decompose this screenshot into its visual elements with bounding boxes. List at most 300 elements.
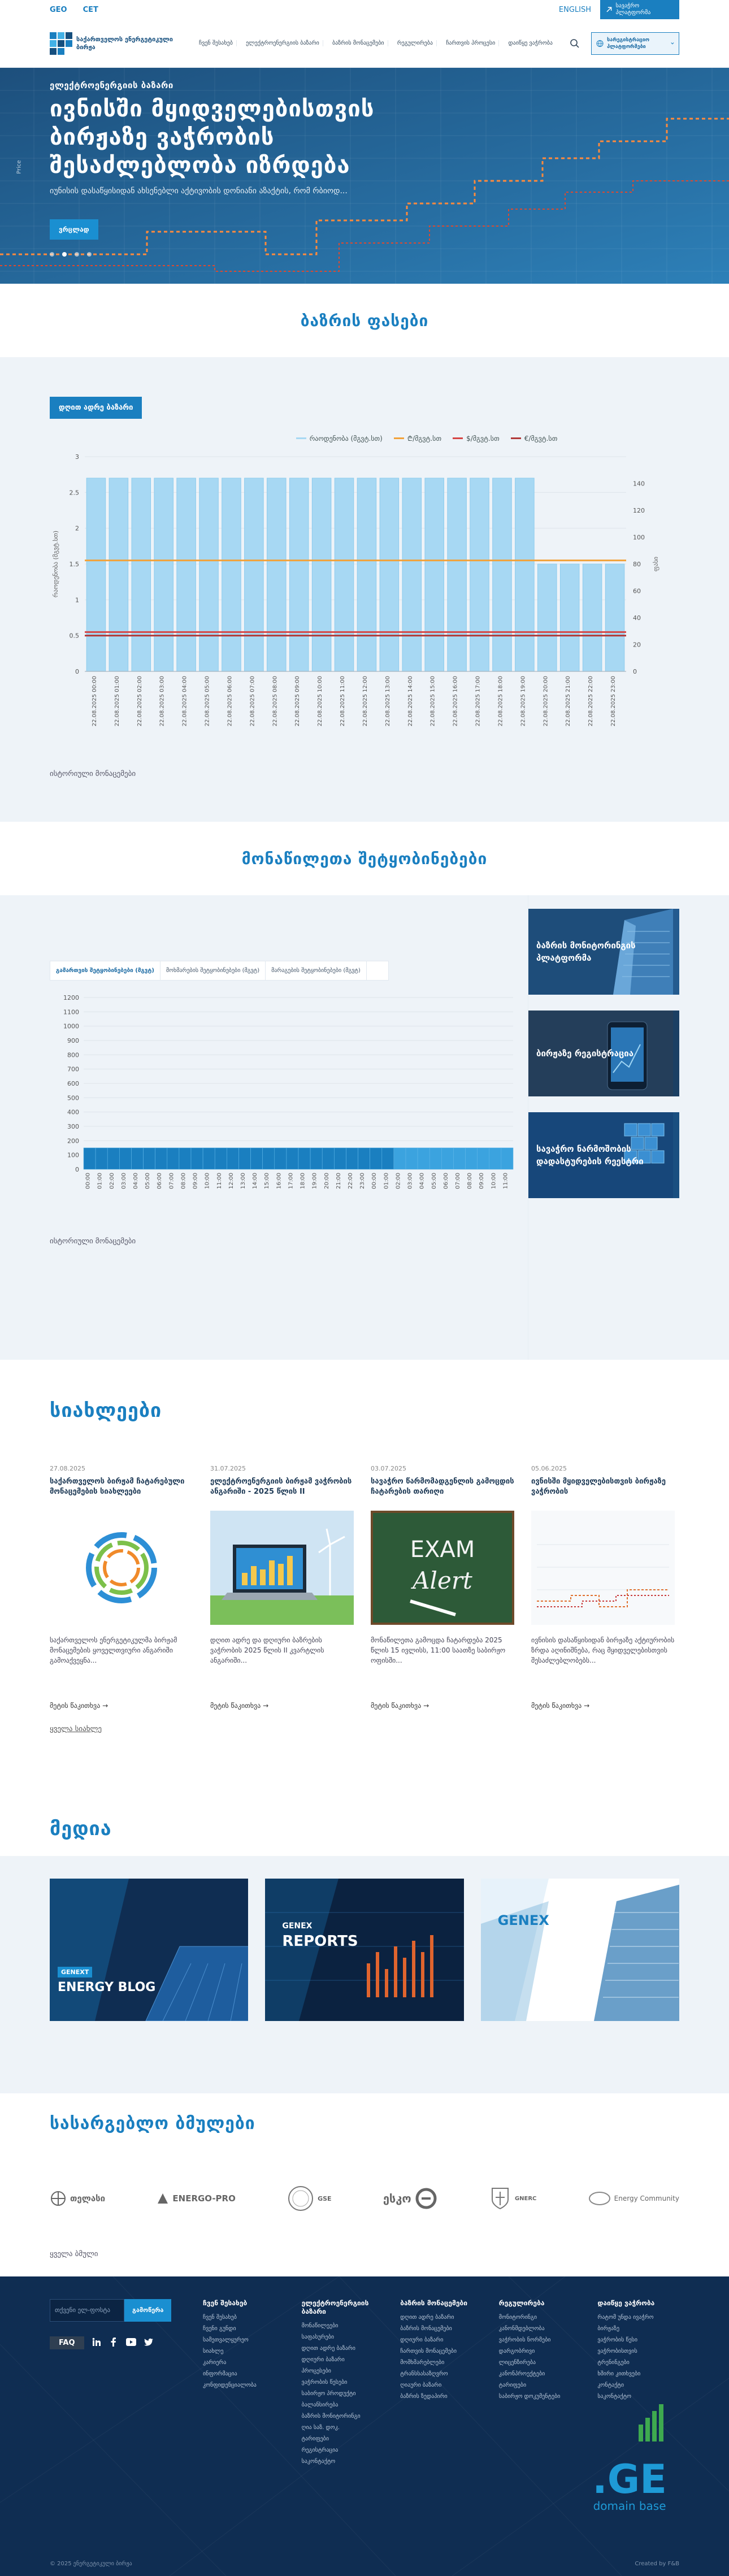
- y-tick-label: 0: [75, 668, 79, 675]
- chevron-down-icon: [671, 41, 674, 46]
- x-tick-label: 10:00: [491, 1173, 497, 1189]
- footer-link[interactable]: ვაჭრობის ნორმები: [498, 2337, 551, 2343]
- footer-col-title: ელექტროენერგიის ბაზარი: [301, 2299, 369, 2315]
- lang-geo-link[interactable]: GEO: [50, 5, 67, 14]
- media-card-energy-blog[interactable]: [50, 1879, 248, 2021]
- footer-link[interactable]: ვაჭრობისთვის: [597, 2348, 637, 2354]
- x-tick-label: 09:00: [479, 1173, 485, 1189]
- partner-logo-gse[interactable]: [287, 2185, 331, 2212]
- quantity-bar: [560, 564, 579, 671]
- footer-link[interactable]: მონაწილეები: [301, 2323, 339, 2329]
- legend-eur-label: €/მგვტ.სთ: [524, 434, 558, 443]
- footer-link[interactable]: დარგობრივი: [498, 2348, 535, 2354]
- notification-bar: [119, 1148, 131, 1169]
- hero-more-button[interactable]: ვრცლად: [50, 219, 98, 240]
- read-more-label: მეტის წაკითხვა: [371, 1702, 422, 1710]
- partner-name: ესკო: [383, 2192, 411, 2205]
- stock-chart-image: [265, 1879, 463, 2021]
- media-section: [0, 1856, 729, 2093]
- trading-platform-label: სავაჭრო პლატფორმა: [615, 3, 651, 16]
- footer-link[interactable]: პროცესები: [301, 2368, 331, 2374]
- x-tick-label: 02:00: [395, 1173, 402, 1189]
- x-tick-label: 22.08.2025 07:00: [249, 676, 256, 727]
- quantity-bar: [538, 564, 557, 671]
- footer-link[interactable]: საფასურები: [301, 2334, 335, 2340]
- footer-link[interactable]: ინფორმაცია: [203, 2371, 237, 2377]
- footer-link[interactable]: ბაზრის მონიტორინგი: [301, 2413, 361, 2419]
- x-tick-label: 22.08.2025 05:00: [204, 676, 211, 727]
- x-tick-label: 22.08.2025 15:00: [429, 676, 436, 727]
- participants-history-link[interactable]: ისტორიული მონაცემები: [50, 1237, 136, 1246]
- footer-link[interactable]: სამეთვალყურეო: [203, 2337, 249, 2343]
- twitter-icon[interactable]: [144, 2338, 153, 2348]
- hero-side-label: Price: [16, 160, 23, 174]
- x-tick-label: 22.08.2025 22:00: [588, 676, 595, 727]
- tab-storage[interactable]: მარაგების შეტყობინებები (მგვტ): [266, 961, 367, 980]
- news-date: 03.07.2025: [371, 1465, 406, 1472]
- slider-dots: [50, 252, 445, 257]
- quantity-bar: [289, 478, 309, 671]
- x-tick-label: 10:00: [204, 1173, 211, 1189]
- x-tick-label: 19:00: [311, 1173, 318, 1189]
- y-tick-label: 600: [67, 1080, 79, 1087]
- arrow-right-icon: →: [263, 1702, 269, 1710]
- laptop-windmill-image: [210, 1511, 354, 1625]
- news-desc: საქართველოს ენერგეტიკულმა ბირჟამ მონაცემების ყოველთვიური ანგარიში გამოაქვეყნა...: [50, 1636, 177, 1664]
- quantity-bar: [380, 478, 399, 671]
- footer-link[interactable]: კანონმდებლობა: [498, 2326, 545, 2332]
- footer-link[interactable]: ხშირი კითხვები: [597, 2371, 641, 2377]
- day-ahead-market-tab[interactable]: დღით ადრე ბაზარი: [50, 397, 142, 419]
- logo-text: საქართველოს ენერგეტიკული ბირჟა: [76, 35, 173, 51]
- footer-link[interactable]: კარიერა: [203, 2360, 227, 2366]
- footer-link[interactable]: დღიური ბაზარი: [301, 2357, 345, 2363]
- partner-logo-telasi[interactable]: [50, 2190, 105, 2207]
- footer-link[interactable]: ტრენინგები: [597, 2360, 630, 2366]
- quantity-bar: [402, 478, 422, 671]
- news-desc: ივნისის დასაწყისიდან ბირჟაზე აქტიურობის ზრდა აღინიშნება, რაც მყიდველებისთვის შესაძლებლობებს...: [531, 1636, 675, 1664]
- partner-name: Energy Community: [614, 2195, 679, 2202]
- x-tick-label: 00:00: [371, 1173, 378, 1189]
- x-tick-label: 22.08.2025 03:00: [159, 676, 166, 727]
- footer-link[interactable]: ტრანსსასაზღვრო: [400, 2371, 448, 2377]
- news-section: [0, 1360, 729, 1802]
- slider-dot-1[interactable]: [50, 252, 54, 257]
- market-monitoring-card[interactable]: [528, 909, 679, 995]
- news-card[interactable]: [531, 1465, 675, 1710]
- x-tick-label: 18:00: [300, 1173, 306, 1189]
- main-header: [0, 19, 729, 68]
- x-tick-label: 02:00: [109, 1173, 115, 1189]
- notification-bar: [96, 1148, 107, 1169]
- energy-community-icon: [588, 2190, 611, 2207]
- notification-bar: [167, 1148, 179, 1169]
- footer-link[interactable]: საკონტაქტო: [597, 2393, 632, 2400]
- legend-usd[interactable]: [453, 433, 500, 443]
- search-button[interactable]: [566, 35, 583, 52]
- nav-item-join[interactable]: ჩართვის პროცესი: [442, 40, 499, 46]
- telasi-emblem-icon: [50, 2190, 67, 2207]
- top-bar: [0, 0, 729, 19]
- faq-button[interactable]: FAQ: [50, 2336, 84, 2349]
- subscribe-block: [50, 2299, 186, 2470]
- lang-english-link[interactable]: ENGLISH: [558, 5, 591, 14]
- search-icon: [570, 38, 580, 49]
- media-card-badge: GENEXT: [58, 1967, 92, 1977]
- right-tick-label: 0: [633, 668, 637, 675]
- quantity-bar: [605, 564, 624, 671]
- x-tick-label: 23:00: [359, 1173, 366, 1189]
- legend-swatch-quantity: [296, 437, 306, 439]
- footer-col-regulation: [499, 2299, 581, 2470]
- footer-link[interactable]: საკონტაქტო: [301, 2458, 336, 2465]
- partner-logo-esco[interactable]: [383, 2187, 437, 2210]
- x-tick-label: 16:00: [276, 1173, 283, 1189]
- footer-link[interactable]: დღით ადრე ბაზარი: [301, 2345, 355, 2352]
- notification-bar: [453, 1148, 465, 1169]
- y-tick-label: 3: [75, 453, 79, 461]
- linkedin-icon[interactable]: [92, 2338, 101, 2349]
- x-tick-label: 22.08.2025 00:00: [91, 676, 98, 727]
- footer-link[interactable]: ჩვენ შესახებ: [203, 2314, 237, 2321]
- x-tick-label: 22.08.2025 08:00: [272, 676, 279, 727]
- gse-seal-icon: [287, 2185, 314, 2212]
- tab-consumption[interactable]: მოხმარების შეტყობინებები (მგვტ): [160, 961, 266, 980]
- media-card-reports[interactable]: [265, 1879, 463, 2021]
- partner-logo-energo-pro[interactable]: [157, 2192, 235, 2205]
- notification-bar: [310, 1148, 322, 1169]
- nav-item-about[interactable]: ჩვენ შესახებ: [196, 40, 237, 46]
- legend-eur[interactable]: [511, 433, 558, 443]
- credit-text[interactable]: Created by F&B: [635, 2561, 679, 2567]
- footer-link[interactable]: ბალანსირება: [301, 2402, 339, 2408]
- y-axis-label: რაოდენობა (მგვტ.სთ): [52, 530, 59, 598]
- x-tick-label: 05:00: [145, 1173, 151, 1189]
- notifications-chart: [50, 981, 519, 1229]
- participants-side-cards: [528, 895, 689, 1360]
- subscribe-button[interactable]: გამოწერა: [124, 2299, 171, 2322]
- quantity-bar: [470, 478, 489, 671]
- media-title-wrap: [0, 1802, 729, 1856]
- legend-quantity-label: რაოდენობა (მგვტ.სთ): [309, 434, 383, 443]
- registration-platforms-button[interactable]: [591, 32, 679, 55]
- notification-bar: [251, 1148, 263, 1169]
- y-tick-label: 0.5: [69, 632, 79, 640]
- news-title[interactable]: ივნისში მყიდველებისთვის ბირჟაზე ვაჭრობის: [531, 1477, 666, 1496]
- notification-bar: [238, 1148, 250, 1169]
- footer-link[interactable]: სიახლე: [203, 2348, 224, 2354]
- quantity-bar: [335, 478, 354, 671]
- partner-logos: [50, 2179, 679, 2218]
- x-tick-label: 22.08.2025 17:00: [475, 676, 481, 727]
- quantity-bar: [493, 478, 512, 671]
- ge-logo-subtext: domain base: [593, 2499, 666, 2513]
- all-links-link[interactable]: ყველა ბმული: [50, 2250, 98, 2258]
- x-tick-label: 07:00: [168, 1173, 175, 1189]
- hero-content: [50, 80, 445, 257]
- site-logo[interactable]: [50, 32, 185, 55]
- registration-platforms-label: სარეგისტრაციო პლატფორმები: [607, 37, 650, 50]
- x-tick-label: 00:00: [85, 1173, 92, 1189]
- x-tick-label: 22.08.2025 23:00: [610, 676, 617, 727]
- news-title[interactable]: საქართველოს ბირჟამ ჩატარებული მონაცემების სიახლეები: [50, 1477, 185, 1496]
- globe-icon: [596, 38, 604, 49]
- media-card-genex[interactable]: [481, 1879, 679, 2021]
- x-tick-label: 08:00: [467, 1173, 474, 1189]
- x-tick-label: 14:00: [252, 1173, 259, 1189]
- footer-link[interactable]: ტარიფები: [498, 2382, 527, 2388]
- footer-columns: [50, 2299, 679, 2470]
- news-image: [371, 1511, 514, 1625]
- right-tick-label: 100: [633, 534, 645, 541]
- x-tick-label: 22.08.2025 14:00: [407, 676, 414, 727]
- footer-link[interactable]: რეგისტრაცია: [301, 2447, 339, 2453]
- read-more-label: მეტის წაკითხვა: [210, 1702, 261, 1710]
- origin-registry-card[interactable]: [528, 1112, 679, 1198]
- news-card[interactable]: [50, 1465, 193, 1710]
- origin-registry-card-title: სავაჭრო ნარმოშობის დადასტურების რეესტრი: [536, 1144, 644, 1166]
- timezone-cet-link[interactable]: CET: [83, 5, 98, 14]
- legend-swatch-gel: [394, 437, 404, 439]
- footer-link[interactable]: ლიცენზირება: [498, 2360, 536, 2366]
- x-tick-label: 05:00: [431, 1173, 437, 1189]
- participants-tabs: [50, 961, 389, 981]
- notification-bar: [298, 1148, 310, 1169]
- notification-bar: [370, 1148, 382, 1169]
- all-news-link[interactable]: ყველა სიახლე: [50, 1725, 102, 1733]
- footer-link[interactable]: ღია საზ. დოკ.: [301, 2425, 340, 2431]
- quantity-bar: [154, 478, 173, 671]
- x-tick-label: 22.08.2025 06:00: [227, 676, 233, 727]
- footer-link[interactable]: ღიაური ბაზარი: [400, 2382, 442, 2388]
- tab-generation[interactable]: გამართვის შეტყობინებები (მგვტ): [50, 961, 160, 980]
- nav-item-regulation[interactable]: რეგულირება: [394, 40, 437, 46]
- notification-bar: [179, 1148, 191, 1169]
- x-tick-label: 22.08.2025 02:00: [136, 676, 143, 727]
- footer-link[interactable]: ჩვენი გუნდი: [203, 2326, 236, 2332]
- x-tick-label: 22.08.2025 04:00: [181, 676, 188, 727]
- y-tick-label: 1: [75, 596, 79, 604]
- x-tick-label: 12:00: [228, 1173, 235, 1189]
- news-title[interactable]: ელექტროენერგიის ბირჟამ ვაჭრობის ანგარიში - 2025 წლის II: [210, 1477, 352, 1496]
- nav-item-market-data[interactable]: ბაზრის მონაცემები: [329, 40, 388, 46]
- social-links: [50, 2336, 186, 2349]
- partner-logo-gnerc[interactable]: [489, 2186, 536, 2211]
- slider-dot-3[interactable]: [75, 252, 79, 257]
- x-tick-label: 11:00: [502, 1173, 509, 1189]
- right-tick-label: 140: [633, 480, 645, 488]
- energo-pro-icon: [157, 2192, 169, 2205]
- arrow-right-icon: →: [102, 1702, 109, 1710]
- footer-link[interactable]: კანონპროექტები: [498, 2371, 545, 2377]
- footer-link[interactable]: ტარიფები: [301, 2436, 329, 2442]
- news-date: 27.08.2025: [50, 1465, 85, 1472]
- right-axis-label: ფასი: [652, 556, 659, 572]
- notification-bar: [334, 1148, 346, 1169]
- partners-section: [0, 2093, 729, 2276]
- notification-bar: [287, 1148, 298, 1169]
- youtube-icon[interactable]: [126, 2338, 136, 2348]
- copyright-text: © 2025 ენერგეტიკული ბირჟა: [50, 2561, 132, 2567]
- site-footer: [0, 2276, 729, 2576]
- x-tick-label: 15:00: [264, 1173, 271, 1189]
- ge-logo-text: .GE: [592, 2456, 667, 2503]
- legend-quantity[interactable]: [296, 433, 383, 443]
- read-more-label: მეტის წაკითხვა: [531, 1702, 582, 1710]
- slider-dot-4[interactable]: [87, 252, 92, 257]
- footer-link[interactable]: რატომ უნდა ივაჭრო: [597, 2314, 654, 2321]
- subscribe-email-input[interactable]: თქვენი ელ-ფოსტა: [50, 2299, 124, 2322]
- hero-slider: [0, 68, 729, 284]
- partner-logo-energy-community[interactable]: [588, 2190, 679, 2207]
- facebook-icon[interactable]: [109, 2338, 118, 2349]
- notification-bar: [84, 1148, 96, 1169]
- participants-title-wrap: [0, 822, 729, 895]
- right-tick-label: 60: [633, 587, 641, 595]
- notification-bar: [489, 1148, 501, 1169]
- footer-col-market: [302, 2299, 384, 2470]
- footer-link[interactable]: საბირჟო პროდუქტი: [301, 2391, 356, 2397]
- right-tick-label: 40: [633, 614, 641, 622]
- y-tick-label: 500: [67, 1094, 79, 1102]
- quantity-bar: [357, 478, 376, 671]
- footer-link[interactable]: ვაჭრობის წესები: [301, 2379, 348, 2386]
- ring-logo-image: [50, 1511, 193, 1625]
- news-grid: [50, 1465, 679, 1710]
- y-tick-label: 1000: [63, 1022, 79, 1030]
- slider-dot-2[interactable]: [62, 252, 67, 257]
- footer-link[interactable]: მონიტორინგი: [498, 2314, 537, 2321]
- footer-link[interactable]: მომხმარებლები: [400, 2360, 445, 2366]
- notification-bar: [275, 1148, 287, 1169]
- x-tick-label: 22.08.2025 19:00: [520, 676, 527, 727]
- x-tick-label: 11:00: [216, 1173, 223, 1189]
- x-tick-label: 01:00: [383, 1173, 390, 1189]
- quantity-bar: [583, 564, 602, 671]
- notification-bar: [107, 1148, 119, 1169]
- footer-link[interactable]: ვაჭრობის წესი: [597, 2337, 638, 2343]
- footer-link[interactable]: ბაზრის ზედაპირი: [400, 2393, 448, 2400]
- quantity-bar: [515, 478, 535, 671]
- x-tick-label: 22.08.2025 11:00: [340, 676, 346, 727]
- footer-link[interactable]: საბირჟო დოკუმენტები: [498, 2393, 561, 2400]
- news-image: [531, 1511, 675, 1625]
- chart-legend: [50, 433, 679, 443]
- market-monitoring-card-title: ბაზრის მონიტორინგის პლატფორმა: [536, 940, 636, 963]
- news-read-more-link[interactable]: [50, 1702, 108, 1710]
- svg-text:Alert: Alert: [413, 1567, 472, 1594]
- quantity-bar: [109, 478, 128, 671]
- hero-title: [50, 95, 445, 180]
- y-tick-label: 700: [67, 1065, 79, 1073]
- x-tick-label: 22.08.2025 16:00: [452, 676, 459, 727]
- footer-link[interactable]: დღით ადრე ბაზარი: [400, 2314, 454, 2321]
- x-tick-label: 22.08.2025 01:00: [114, 676, 120, 727]
- day-ahead-price-chart: [50, 445, 679, 762]
- x-tick-label: 22.08.2025 18:00: [497, 676, 504, 727]
- x-tick-label: 13:00: [240, 1173, 246, 1189]
- price-graph-image: [531, 1511, 675, 1625]
- footer-col-about: [203, 2299, 285, 2470]
- domain-base-logo[interactable]: [592, 2456, 667, 2513]
- quantity-bar: [312, 478, 331, 671]
- news-read-more-link[interactable]: [371, 1702, 429, 1710]
- x-tick-label: 20:00: [323, 1173, 330, 1189]
- partner-name: GSE: [318, 2195, 332, 2202]
- quantity-bar: [448, 478, 467, 671]
- partner-name: ENERGO-PRO: [172, 2193, 236, 2204]
- prices-section-title: ბაზრის ფასები: [300, 311, 429, 330]
- x-tick-label: 22.08.2025 12:00: [362, 676, 368, 727]
- notification-bar: [394, 1148, 406, 1169]
- news-image: [50, 1511, 193, 1625]
- x-tick-label: 22:00: [348, 1173, 354, 1189]
- y-tick-label: 1100: [63, 1008, 79, 1016]
- footer-link[interactable]: კონფიდენციალობა: [203, 2382, 257, 2388]
- main-nav: [185, 40, 566, 46]
- footer-col-title: ჩვენ შესახებ: [203, 2299, 248, 2307]
- trading-platform-button[interactable]: [600, 0, 679, 19]
- participants-section-title: მონაწილეთა შეტყობინებები: [241, 849, 488, 868]
- legend-swatch-eur: [511, 437, 521, 439]
- prices-history-link[interactable]: ისტორიული მონაცემები: [50, 770, 136, 778]
- quantity-bar: [199, 478, 219, 671]
- quantity-bar: [245, 478, 264, 671]
- x-tick-label: 22.08.2025 10:00: [317, 676, 324, 727]
- building-image: [481, 1879, 679, 2021]
- notification-bar: [263, 1148, 275, 1169]
- quantity-bar: [222, 478, 241, 671]
- gnerc-shield-icon: [489, 2186, 511, 2211]
- news-read-more-link[interactable]: [531, 1702, 589, 1710]
- x-tick-label: 22.08.2025 09:00: [294, 676, 301, 727]
- notification-bar: [418, 1148, 429, 1169]
- exchange-registration-card[interactable]: [528, 1011, 679, 1096]
- news-card[interactable]: [371, 1465, 514, 1710]
- footer-link[interactable]: კონტაქტი: [597, 2382, 624, 2388]
- nav-item-market[interactable]: ელექტროენერგიის ბაზარი: [242, 40, 323, 46]
- right-tick-label: 20: [633, 641, 641, 649]
- quantity-bar: [132, 478, 151, 671]
- exchange-registration-card-title: ბირჟაზე რეგისტრაცია: [536, 1048, 634, 1059]
- footer-link[interactable]: ბირჟაზე: [597, 2326, 620, 2332]
- news-image: [210, 1511, 354, 1625]
- nav-item-start-trading[interactable]: დაიწყე ვაჭრობა: [508, 40, 553, 46]
- news-read-more-link[interactable]: [210, 1702, 268, 1710]
- y-tick-label: 1.5: [69, 561, 79, 568]
- news-title[interactable]: სავაჭრო წარმომადგენლის გამოცდის ჩატარების თარიღი: [371, 1477, 514, 1496]
- footer-link[interactable]: ჩართვის მონაცემები: [400, 2348, 457, 2354]
- hero-title-line-2: ბირჟაზე ვაჭრობის: [50, 124, 275, 150]
- y-tick-label: 2.5: [69, 489, 79, 497]
- participants-section: [0, 895, 729, 1360]
- arrow-right-icon: →: [584, 1702, 590, 1710]
- notification-bar: [406, 1148, 418, 1169]
- x-tick-label: 22.08.2025 20:00: [543, 676, 549, 727]
- media-card-title: GENEX: [497, 1913, 549, 1928]
- legend-gel[interactable]: [394, 433, 441, 443]
- y-tick-label: 2: [75, 524, 79, 532]
- right-tick-label: 80: [633, 561, 641, 568]
- notification-bar: [131, 1148, 143, 1169]
- y-tick-label: 400: [67, 1108, 79, 1116]
- notification-bar: [346, 1148, 358, 1169]
- footer-link[interactable]: დღიური ბაზარი: [400, 2337, 444, 2343]
- notification-bar: [203, 1148, 215, 1169]
- footer-col-title: ბაზრის მონაცემები: [400, 2299, 468, 2307]
- footer-link[interactable]: ბაზრის მონაცემები: [400, 2326, 452, 2332]
- news-card[interactable]: [210, 1465, 354, 1710]
